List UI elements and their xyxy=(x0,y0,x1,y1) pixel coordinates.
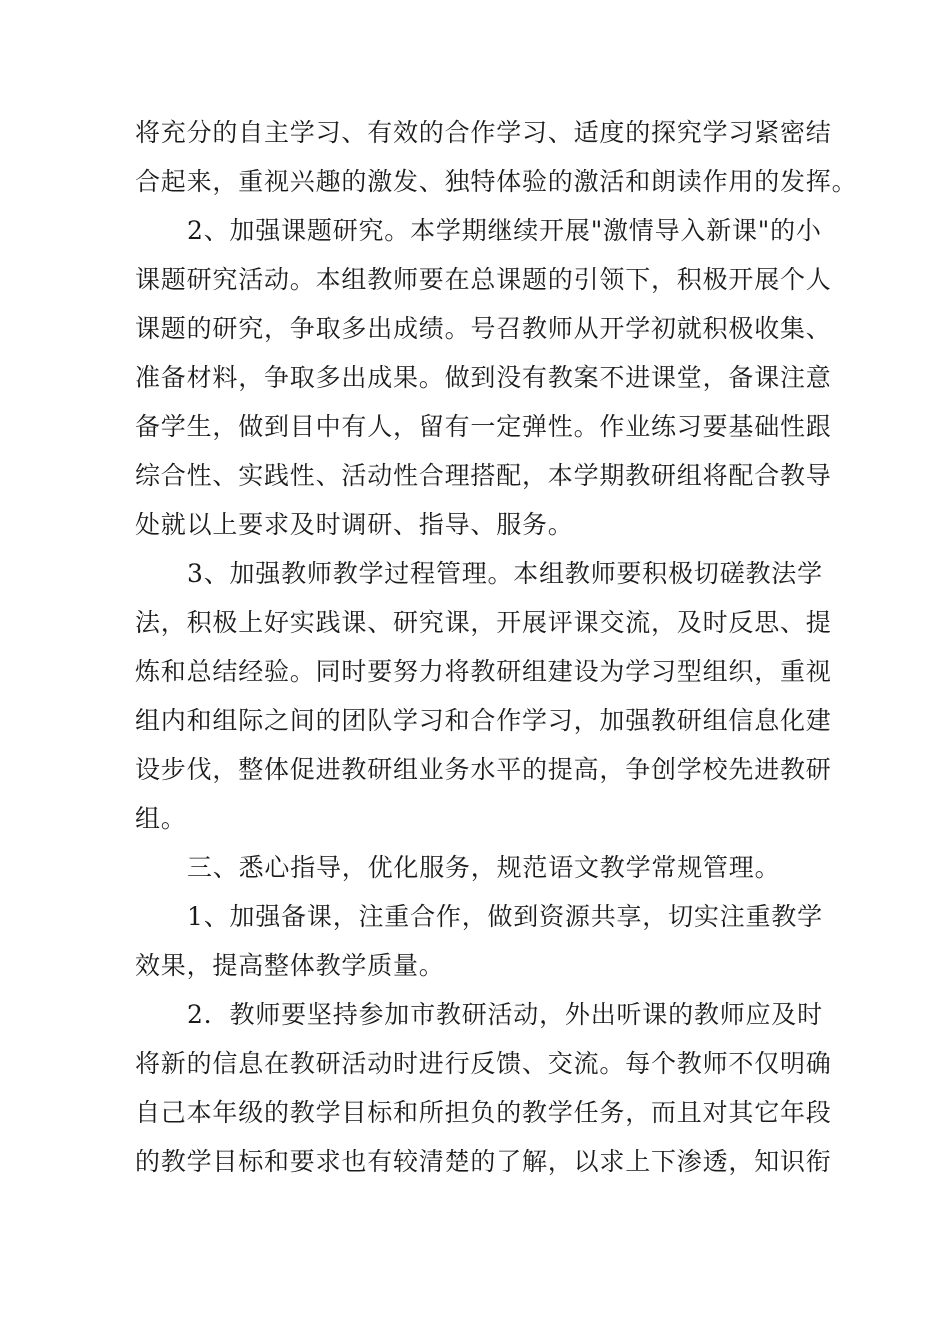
paragraph-start-line: 1、加强备课，注重合作，做到资源共享，切实注重教学 xyxy=(187,902,823,931)
text-line: 组。 xyxy=(135,804,187,833)
text-line: 课题研究活动。本组教师要在总课题的引领下，积极开展个人 xyxy=(135,265,832,294)
text-line: 综合性、实践性、活动性合理搭配，本学期教研组将配合教导 xyxy=(135,461,832,490)
text-line: 自己本年级的教学目标和所担负的教学任务，而且对其它年段 xyxy=(135,1098,832,1127)
paragraph-start-line: 2、加强课题研究。本学期继续开展"激情导入新课"的小 xyxy=(187,216,822,245)
text-line: 课题的研究，争取多出成绩。号召教师从开学初就积极收集、 xyxy=(135,314,832,343)
section-heading: 三、悉心指导，优化服务，规范语文教学常规管理。 xyxy=(187,853,781,882)
text-line: 法，积极上好实践课、研究课，开展评课交流，及时反思、提 xyxy=(135,608,832,637)
text-line: 效果，提高整体教学质量。 xyxy=(135,951,445,980)
text-line: 处就以上要求及时调研、指导、服务。 xyxy=(135,510,574,539)
text-line: 备学生，做到目中有人，留有一定弹性。作业练习要基础性跟 xyxy=(135,412,832,441)
paragraph-start-line: 3、加强教师教学过程管理。本组教师要积极切磋教法学 xyxy=(187,559,823,588)
paragraph-start-line: 2．教师要坚持参加市教研活动，外出听课的教师应及时 xyxy=(187,1000,823,1029)
text-line: 将新的信息在教研活动时进行反馈、交流。每个教师不仅明确 xyxy=(135,1049,832,1078)
text-line: 炼和总结经验。同时要努力将教研组建设为学习型组织，重视 xyxy=(135,657,832,686)
body-text xyxy=(135,108,858,1186)
text-line: 将充分的自主学习、有效的合作学习、适度的探究学习紧密结 xyxy=(135,118,832,147)
text-line: 合起来，重视兴趣的激发、独特体验的激活和朗读作用的发挥。 xyxy=(135,167,858,196)
text-line: 准备材料，争取多出成果。做到没有教案不进课堂，备课注意 xyxy=(135,363,832,392)
text-line: 组内和组际之间的团队学习和合作学习，加强教研组信息化建 xyxy=(135,706,832,735)
text-line: 设步伐，整体促进教研组业务水平的提高，争创学校先进教研 xyxy=(135,755,832,784)
text-line: 的教学目标和要求也有较清楚的了解，以求上下渗透，知识衔 xyxy=(135,1147,832,1176)
